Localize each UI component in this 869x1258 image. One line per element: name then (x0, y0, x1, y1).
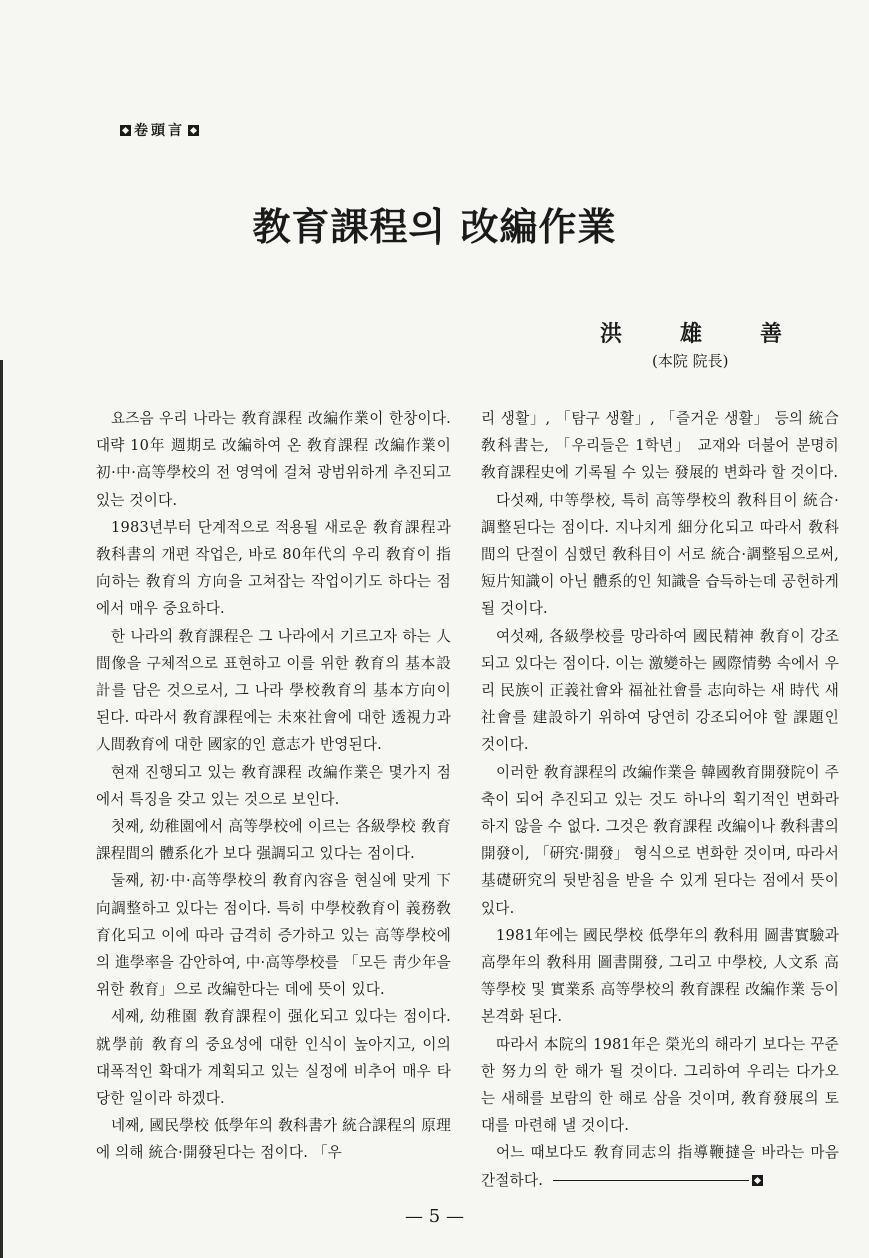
paragraph-text: 리 생활」, 「탐구 생활」, 「즐거운 생활」 등의 統合敎科書는, 「우리들은 1학년」 교재와 더불어 분명히 敎育課程史에 기록될 수 있는 發展的 변화라 할 것이다. (481, 410, 839, 482)
paragraph-text: 요즈음 우리 나라는 敎育課程 改編作業이 한창이다. 대략 10年 週期로 改編하여 온 敎育課程 改編作業이 初·中·高等學校의 전 영역에 걸쳐 광범위하게 추진되고 있는 것이다. (96, 410, 451, 509)
body-paragraph (481, 405, 839, 487)
body-paragraph (481, 623, 839, 759)
body-paragraph (96, 405, 451, 514)
paragraph-text: 둘째, 初·中·高等學校의 敎育內容을 현실에 맞게 下向調整하고 있다는 점이다. 특히 中學校敎育이 義務敎育化되고 이에 따라 급격히 증가하고 있는 高等學校에의 進學率을 감안하여, 中·高等學校를 「모든 靑少年을 위한 敎育」으로 改編한다는 데에 뜻이 있다. (96, 872, 451, 999)
body-paragraph (96, 514, 451, 623)
left-text-column (96, 405, 451, 1167)
paragraph-text: 다섯째, 中等學校, 특히 高等學校의 敎科目이 統合·調整된다는 점이다. 지나치게 細分化되고 따라서 敎科間의 단절이 심했던 敎科目이 서로 統合·調整됨으로써, 短片知識이 아닌 體系的인 知識을 습득하는데 공헌하게 될 것이다. (481, 491, 839, 618)
paragraph-text: 세째, 幼稚園 敎育課程이 强化되고 있다는 점이다. 就學前 敎育의 중요성에 대한 인식이 높아지고, 이의 대폭적인 확대가 계획되고 있는 실정에 비추어 매우 타당한 일이라 하겠다. (96, 1008, 451, 1108)
article-end-mark (543, 1175, 763, 1186)
paragraph-text: 이러한 敎育課程의 改編作業을 韓國敎育開發院이 주축이 되어 추진되고 있는 것도 하나의 획기적인 변화라 하지 않을 수 없다. 그것은 敎育課程 改編이나 敎科書의 開發이, 「硏究·開發」 형식으로 변화한 것이며, 따라서 基礎硏究의 뒷받침을 받을 수 있게 된다는 점에서 뜻이 있다. (481, 763, 839, 917)
body-paragraph (96, 813, 451, 867)
body-paragraph (481, 922, 839, 1031)
paragraph-text: 현재 진행되고 있는 敎育課程 改編作業은 몇가지 점에서 특징을 갖고 있는 것으로 보인다. (96, 763, 451, 808)
diamond-ornament-icon (188, 125, 199, 136)
page-spine-line (0, 360, 3, 1258)
author-name-char: 雄 (680, 321, 703, 347)
body-paragraph (481, 759, 839, 922)
paragraph-text: 1983년부터 단계적으로 적용될 새로운 敎育課程과 敎科書의 개편 작업은, 바로 80年代의 우리 敎育이 指向하는 敎育의 方向을 고쳐잡는 작업이기도 하다는 점에서 매우 중요하다. (96, 518, 451, 618)
paragraph-text: 첫째, 幼稚園에서 高等學校에 이르는 各級學校 敎育課程間의 體系化가 보다 强調되고 있다는 점이다. (96, 818, 451, 863)
body-paragraph (96, 623, 451, 759)
right-text-column (481, 405, 839, 1194)
paragraph-text: 여섯째, 各級學校를 망라하여 國民精神 敎育이 강조되고 있다는 점이다. 이는 激變하는 國際情勢 속에서 우리 民族이 正義社會와 福祉社會를 志向하는 새 時代 새 社會를 建設하기 위하여 당연히 강조되어야 할 課題인 것이다. (481, 627, 839, 754)
article-title: 教育課程의 改編作業 (252, 204, 617, 249)
author-name (600, 317, 782, 348)
paragraph-text: 한 나라의 敎育課程은 그 나라에서 기르고자 하는 人間像을 구체적으로 표현하고 이를 위한 敎育의 基本設計를 담은 것으로서, 그 나라 學校敎育의 基本方向이 된다. 따라서 敎育課程에는 未來社會에 대한 透視力과 人間敎育에 대한 國家的인 意志가 반영된다. (96, 627, 451, 754)
author-affiliation: (本院 院長) (652, 352, 729, 370)
section-label-text: 卷頭言 (134, 123, 185, 139)
author-name-char: 善 (760, 321, 783, 347)
body-paragraph (96, 1112, 451, 1166)
paragraph-text: 네째, 國民學校 低學年의 敎科書가 統合課程의 原理에 의해 統合·開發된다는 점이다. 「우 (96, 1117, 451, 1162)
body-paragraph (96, 1003, 451, 1112)
body-paragraph (481, 1031, 839, 1140)
author-name-char: 洪 (600, 321, 623, 347)
paragraph-text: 어느 때보다도 敎育同志의 指導鞭撻을 바라는 마음 간절하다. (481, 1144, 839, 1189)
diamond-ornament-icon (752, 1175, 763, 1186)
section-label (120, 120, 199, 140)
end-rule-line (553, 1180, 749, 1181)
page-number: — 5 — (405, 1206, 464, 1227)
paragraph-text: 1981年에는 國民學校 低學年의 敎科用 圖書實驗과 高學年의 敎科用 圖書開發, 그리고 中學校, 人文系 高等學校 및 實業系 高等學校의 敎育課程 改編作業 등이 본격화 된다. (481, 926, 839, 1026)
paragraph-text: 따라서 本院의 1981年은 榮光의 해라기 보다는 꾸준한 努力의 한 해가 될 것이다. 그리하여 우리는 다가오는 새해를 보람의 한 해로 삼을 것이며, 敎育發展의 토대를 마련해 낼 것이다. (481, 1035, 839, 1135)
body-paragraph (96, 759, 451, 813)
diamond-ornament-icon (120, 125, 131, 136)
body-paragraph (96, 867, 451, 1003)
body-paragraph (481, 1139, 839, 1193)
body-paragraph (481, 487, 839, 623)
